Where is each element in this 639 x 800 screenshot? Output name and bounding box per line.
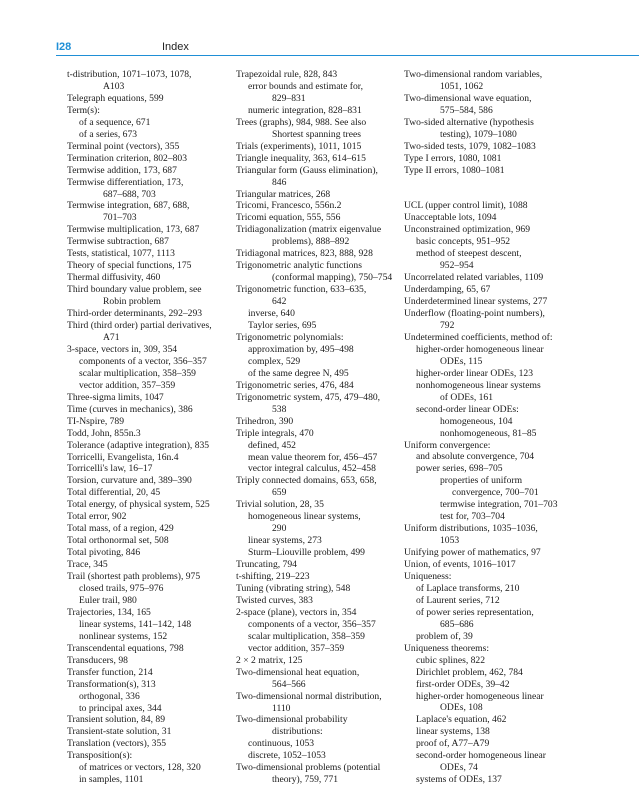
index-entry: Third (third order) partial derivatives,: [67, 320, 212, 332]
index-subentry: to principal axes, 344: [79, 702, 162, 714]
index-subentry: test for, 703–704: [440, 511, 505, 523]
index-subentry: 1053: [440, 535, 460, 547]
index-subentry: of power series representation,: [416, 606, 534, 618]
index-subentry: higher-order linear ODEs, 123: [416, 367, 534, 379]
index-subentry: 659: [272, 487, 287, 499]
index-subentry: of Laplace transforms, 210: [416, 582, 520, 594]
index-entry: Two-dimensional problems (potential: [236, 762, 381, 774]
index-entry: Trail (shortest path problems), 975: [67, 571, 201, 583]
index-entry: Transient-state solution, 31: [67, 726, 172, 738]
index-entry: Unacceptable lots, 1094: [404, 212, 497, 224]
index-entry: Tuning (vibrating string), 548: [236, 582, 351, 594]
index-entry: Uncorrelated related variables, 1109: [404, 272, 544, 284]
index-subentry: of a sequence, 671: [79, 116, 151, 128]
index-entry: Twisted curves, 383: [236, 594, 313, 606]
index-entry: Tridiagonalization (matrix eigenvalue: [236, 224, 382, 236]
index-entry: Torricelli's law, 16–17: [67, 463, 153, 475]
index-subentry: (conformal mapping), 750–754: [272, 272, 393, 284]
index-subentry: cubic splines, 822: [416, 654, 486, 666]
index-entry: Translation (vectors), 355: [67, 738, 167, 750]
index-subentry: Sturm–Liouville problem, 499: [248, 547, 365, 559]
index-subentry: linear systems, 138: [416, 726, 490, 738]
index-subentry: discrete, 1052–1053: [248, 750, 326, 762]
index-entry: Trigonometric function, 633–635,: [236, 284, 367, 296]
index-entry: Transient solution, 84, 89: [67, 714, 165, 726]
index-entry: Unconstrained optimization, 969: [404, 224, 531, 236]
index-subentry: defined, 452: [248, 439, 296, 451]
index-entry: Transducers, 98: [67, 654, 128, 666]
index-subentry: Shortest spanning trees: [272, 128, 361, 140]
section-title: Index: [162, 41, 189, 53]
index-subentry: 564–566: [272, 678, 306, 690]
index-entry: Total energy, of physical system, 525: [67, 499, 210, 511]
index-gap: [404, 177, 572, 189]
index-subentry: A103: [103, 80, 125, 92]
index-entry: Torsion, curvature and, 389–390: [67, 475, 192, 487]
index-entry: Two-dimensional random variables,: [404, 69, 543, 80]
header-rule: [56, 55, 639, 56]
index-entry: Total error, 902: [67, 511, 127, 523]
index-subentry: numeric integration, 828–831: [248, 104, 362, 116]
index-subentry: of matrices or vectors, 128, 320: [79, 762, 201, 774]
index-subentry: and absolute convergence, 704: [416, 451, 535, 463]
index-entry: Unifying power of mathematics, 97: [404, 547, 541, 559]
index-entry: Transcendental equations, 798: [67, 642, 184, 654]
index-subentry: Robin problem: [103, 296, 161, 308]
index-entry: Uniform convergence:: [404, 439, 491, 451]
index-subentry: vector addition, 357–359: [248, 642, 345, 654]
index-entry: Transfer function, 214: [67, 666, 153, 678]
index-subentry: in samples, 1101: [79, 774, 144, 786]
index-subentry: vector addition, 357–359: [79, 379, 176, 391]
index-entry: Termwise integration, 687, 688,: [67, 200, 190, 212]
index-entry: Transformation(s), 313: [67, 678, 156, 690]
index-subentry: nonlinear systems, 152: [79, 630, 168, 642]
index-subentry: of the same degree N, 495: [248, 367, 349, 379]
index-entry: Undetermined coefficients, method of:: [404, 331, 553, 343]
index-entry: Total pivoting, 846: [67, 547, 141, 559]
index-entry: Telegraph equations, 599: [67, 92, 164, 104]
index-column-2: [236, 69, 404, 786]
index-subentry: 701–703: [103, 212, 137, 224]
index-subentry: ODEs, 108: [440, 702, 483, 714]
index-entry: Trigonometric analytic functions: [236, 260, 362, 272]
index-subentry: problem of, 39: [416, 630, 473, 642]
index-subentry: 1110: [272, 702, 291, 714]
index-subentry: method of steepest descent,: [416, 248, 522, 260]
index-subentry: nonhomogeneous linear systems: [416, 379, 541, 391]
index-entry: Total mass, of a region, 429: [67, 523, 174, 535]
index-entry: Underflow (floating-point numbers),: [404, 308, 545, 320]
index-entry: 3-space, vectors in, 309, 354: [67, 343, 178, 355]
index-subentry: 538: [272, 403, 287, 415]
index-entry: Terminal point (vectors), 355: [67, 140, 180, 152]
index-subentry: homogeneous linear systems,: [248, 511, 361, 523]
index-entry: Triangular form (Gauss elimination),: [236, 164, 378, 176]
index-entry: TI-Nspire, 789: [67, 415, 125, 427]
index-entry: Two-dimensional normal distribution,: [236, 690, 382, 702]
index-subentry: 829–831: [272, 92, 306, 104]
index-subentry: of a series, 673: [79, 128, 138, 140]
index-subentry: components of a vector, 356–357: [248, 618, 376, 630]
index-entry: 2 × 2 matrix, 125: [236, 654, 303, 666]
index-subentry: 687–688, 703: [103, 188, 156, 200]
index-entry: Type I errors, 1080, 1081: [404, 152, 502, 164]
index-subentry: systems of ODEs, 137: [416, 774, 502, 786]
index-subentry: first-order ODEs, 39–42: [416, 678, 510, 690]
index-subentry: homogeneous, 104: [440, 415, 513, 427]
index-subentry: linear systems, 273: [248, 535, 322, 547]
index-entry: t-distribution, 1071–1073, 1078,: [67, 69, 192, 80]
index-subentry: Taylor series, 695: [248, 320, 317, 332]
index-entry: Tests, statistical, 1077, 1113: [67, 248, 175, 260]
index-entry: 2-space (plane), vectors in, 354: [236, 606, 357, 618]
index-entry: Trials (experiments), 1011, 1015: [236, 140, 362, 152]
index-entry: Trigonometric series, 476, 484: [236, 379, 354, 391]
index-subentry: 792: [440, 319, 455, 331]
index-subentry: Euler trail, 980: [79, 594, 137, 606]
index-entry: Tricomi, Francesco, 556n.2: [236, 200, 342, 212]
index-entry: Trivial solution, 28, 35: [236, 499, 324, 511]
index-subentry: convergence, 700–701: [452, 487, 539, 499]
index-subentry: 290: [272, 523, 287, 535]
index-subentry: complex, 529: [248, 355, 301, 367]
index-subentry: basic concepts, 951–952: [416, 236, 511, 248]
index-entry: Three-sigma limits, 1047: [67, 391, 164, 403]
index-entry: Trajectories, 134, 165: [67, 606, 151, 618]
index-subentry: power series, 698–705: [416, 463, 503, 475]
index-entry: Two-sided tests, 1079, 1082–1083: [404, 140, 536, 152]
index-entry: Termwise differentiation, 173,: [67, 176, 184, 188]
index-subentry: higher-order homogeneous linear: [416, 690, 544, 702]
index-entry: Tridiagonal matrices, 823, 888, 928: [236, 248, 373, 260]
index-entry: UCL (upper control limit), 1088: [404, 200, 528, 212]
index-gap: [404, 189, 572, 201]
index-entry: Trees (graphs), 984, 988. See also: [236, 116, 367, 128]
index-entry: Two-dimensional heat equation,: [236, 666, 360, 678]
index-entry: Type II errors, 1080–1081: [404, 164, 505, 176]
index-entry: Termwise addition, 173, 687: [67, 164, 177, 176]
index-subentry: problems), 888–892: [272, 236, 350, 248]
index-entry: Two-dimensional probability: [236, 714, 348, 726]
index-entry: Two-dimensional wave equation,: [404, 92, 532, 104]
index-entry: Total differential, 20, 45: [67, 487, 161, 499]
page-number: I28: [56, 41, 72, 53]
index-entry: Triangle inequality, 363, 614–615: [236, 152, 366, 164]
index-entry: Trigonometric system, 475, 479–480,: [236, 391, 381, 403]
index-entry: Trihedron, 390: [236, 415, 294, 427]
index-subentry: vector integral calculus, 452–458: [248, 463, 376, 475]
index-entry: Transposition(s):: [67, 750, 133, 762]
index-subentry: distributions:: [272, 726, 323, 738]
index-entry: Time (curves in mechanics), 386: [67, 403, 193, 415]
index-entry: Todd, John, 855n.3: [67, 427, 141, 439]
index-entry: Tolerance (adaptive integration), 835: [67, 439, 210, 451]
index-subentry: orthogonal, 336: [79, 690, 140, 702]
index-entry: Third-order determinants, 292–293: [67, 308, 203, 320]
index-subentry: ODEs, 74: [440, 762, 478, 774]
index-subentry: testing), 1079–1080: [440, 128, 517, 140]
index-entry: Uniform distributions, 1035–1036,: [404, 523, 538, 535]
index-subentry: termwise integration, 701–703: [440, 499, 558, 511]
index-entry: Trapezoidal rule, 828, 843: [236, 69, 338, 80]
index-subentry: of ODEs, 161: [440, 391, 494, 403]
index-entry: Triple integrals, 470: [236, 427, 314, 439]
index-subentry: of Laurent series, 712: [416, 594, 500, 606]
index-subentry: 846: [272, 176, 287, 188]
index-subentry: proof of, A77–A79: [416, 738, 490, 750]
index-subentry: scalar multiplication, 358–359: [248, 630, 365, 642]
index-entry: Termwise subtraction, 687: [67, 236, 169, 248]
index-subentry: nonhomogeneous, 81–85: [440, 427, 537, 439]
running-header: [56, 41, 639, 55]
index-subentry: error bounds and estimate for,: [248, 80, 363, 92]
index-entry: Triangular matrices, 268: [236, 188, 331, 200]
index-subentry: Laplace's equation, 462: [416, 714, 507, 726]
index-entry: Underdetermined linear systems, 277: [404, 296, 548, 308]
index-subentry: A71: [103, 331, 120, 343]
index-subentry: higher-order homogeneous linear: [416, 343, 544, 355]
index-entry: Total orthonormal set, 508: [67, 535, 169, 547]
index-subentry: 952–954: [440, 260, 474, 272]
index-entry: t-shifting, 219–223: [236, 571, 310, 583]
index-entry: Term(s):: [67, 104, 100, 116]
index-entry: Truncating, 794: [236, 559, 297, 571]
index-entry: Third boundary value problem, see: [67, 284, 202, 296]
index-subentry: 642: [272, 296, 287, 308]
index-subentry: 575–584, 586: [440, 104, 493, 116]
index-entry: Termination criterion, 802–803: [67, 152, 188, 164]
index-subentry: continuous, 1053: [248, 738, 315, 750]
index-subentry: scalar multiplication, 358–359: [79, 367, 196, 379]
index-entry: Trace, 345: [67, 559, 108, 571]
index-subentry: inverse, 640: [248, 308, 295, 320]
index-entry: Uniqueness theorems:: [404, 642, 489, 654]
index-entry: Union, of events, 1016–1017: [404, 559, 516, 571]
index-subentry: closed trails, 975–976: [79, 582, 164, 594]
index-entry: Torricelli, Evangelista, 16n.4: [67, 451, 179, 463]
index-column-1: [67, 69, 235, 786]
index-subentry: theory), 759, 771: [272, 774, 339, 786]
index-entry: Trigonometric polynomials:: [236, 331, 344, 343]
index-entry: Tricomi equation, 555, 556: [236, 212, 341, 224]
index-entry: Triply connected domains, 653, 658,: [236, 475, 377, 487]
index-entry: Termwise multiplication, 173, 687: [67, 224, 200, 236]
index-subentry: linear systems, 141–142, 148: [79, 618, 192, 630]
index-entry: Underdamping, 65, 67: [404, 284, 491, 296]
index-subentry: properties of uniform: [440, 475, 523, 487]
index-subentry: mean value theorem for, 456–457: [248, 451, 378, 463]
index-subentry: approximation by, 495–498: [248, 343, 354, 355]
index-subentry: Dirichlet problem, 462, 784: [416, 666, 523, 678]
index-column-3: [404, 69, 572, 786]
index-subentry: 1051, 1062: [440, 80, 484, 92]
index-subentry: second-order homogeneous linear: [416, 750, 547, 762]
index-subentry: ODEs, 115: [440, 355, 483, 367]
index-subentry: components of a vector, 356–357: [79, 355, 207, 367]
index-entry: Two-sided alternative (hypothesis: [404, 116, 534, 128]
index-subentry: 685–686: [440, 618, 474, 630]
index-entry: Thermal diffusivity, 460: [67, 272, 161, 284]
index-entry: Uniqueness:: [404, 571, 452, 582]
index-subentry: second-order linear ODEs:: [416, 403, 519, 415]
index-entry: Theory of special functions, 175: [67, 260, 192, 272]
